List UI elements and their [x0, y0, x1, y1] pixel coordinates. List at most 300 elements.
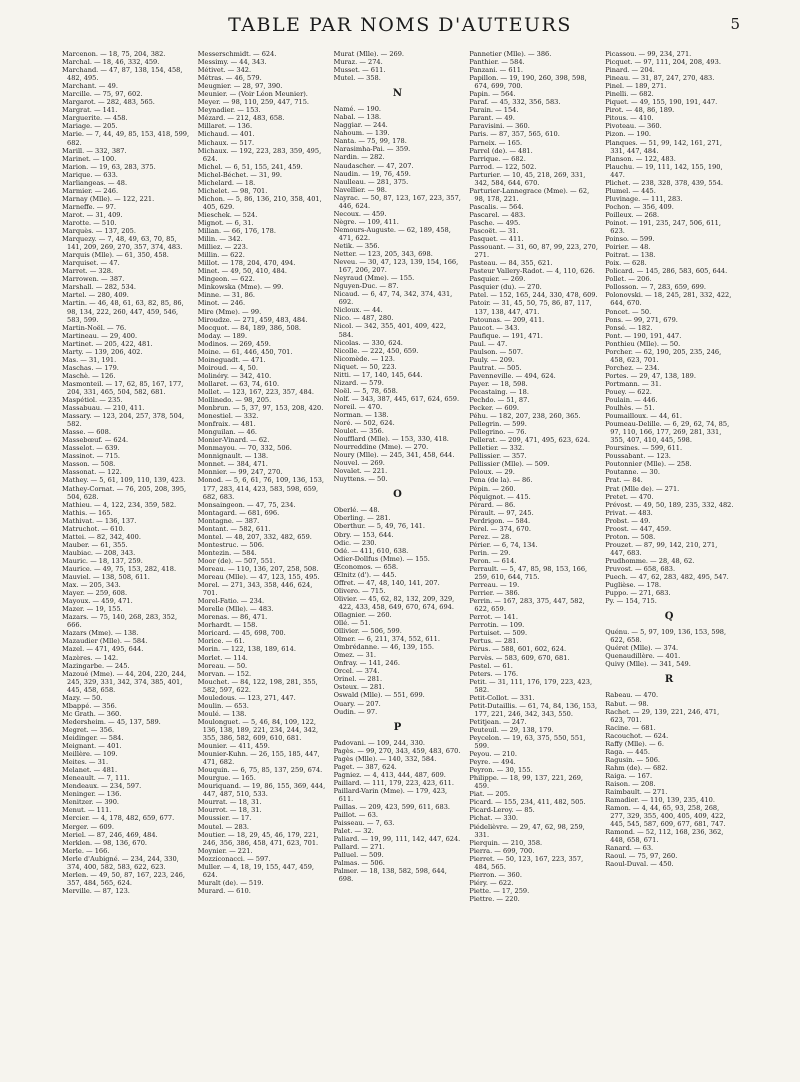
index-entry: Minne. — 31, 86. [197, 291, 256, 300]
running-header [60, 10, 740, 40]
index-entry: Michon. — 5, 86, 136, 210, 358, 401, 405, 629. [197, 194, 322, 211]
index-entry: Py. — 154, 715. [605, 597, 657, 606]
index-entry: Perrin. — 167, 283, 375, 447, 582, 622, 659. [469, 597, 585, 614]
index-entry: Parneix. — 165. [469, 138, 523, 147]
index-entry: Pouey. — 622. [605, 387, 652, 396]
index-entry: Messimy. — 44, 343. [197, 58, 267, 67]
index-entry: Poilleux. — 268. [605, 210, 660, 219]
index-entry: Morel-Fatio. — 234. [197, 597, 265, 606]
index-entry: Montant. — 582, 611. [197, 524, 271, 533]
index-entry: Marcille. — 75, 97, 602. [62, 90, 143, 99]
index-entry: Naggiar. — 244. [333, 121, 388, 130]
index-entry: Pérault. — 97, 245. [469, 508, 534, 517]
index-entry: Meidinger. — 584. [62, 733, 124, 742]
index-entry: Poutonnier (Mlle). — 258. [605, 460, 692, 469]
index-entry: Raimbault. — 271. [605, 788, 668, 797]
index-entry: Masson. — 508. [62, 460, 116, 469]
index-entry: Monsaingeon. — 47, 75, 234. [197, 500, 296, 509]
index-entry: Maurice. — 49, 75, 153, 282, 418. [62, 565, 177, 573]
index-entry: Poinso. — 599. [605, 235, 655, 244]
index-entry: Pretet. — 470. [605, 492, 654, 501]
index-entry: Pizon. — 190. [605, 130, 651, 139]
index-entry: Oudin. — 97. [333, 707, 378, 716]
index-entry: Michaux. — 517. [197, 138, 255, 147]
index-entry: Nardin. — 282. [333, 153, 385, 162]
index-entry: Peycelon. — 19, 63, 375, 550, 551, 599. [469, 733, 586, 751]
index-entry: Parrel (de). — 481. [469, 146, 533, 155]
index-entry: Maspétiol. — 235. [62, 396, 123, 405]
page-title: TABLE PAR NOMS D'AUTEURS [228, 14, 572, 36]
index-entry: Massebœuf. — 624. [62, 436, 129, 445]
index-entry: Racouchot. — 624. [605, 731, 669, 740]
index-entry: Pasquet. — 411. [469, 235, 524, 244]
index-entry: Mire (Mme). — 99. [197, 307, 262, 316]
index-entry: Prat (Mlle de). — 271. [605, 484, 680, 493]
index-entry: Marchant. — 49. [62, 82, 118, 91]
index-entry: Nizard. — 579. [333, 378, 384, 387]
index-entry: Ollagnier. — 260. [333, 611, 392, 619]
index-entry: Perreau. — 19. [469, 581, 520, 590]
index-entry: Muller. — 4, 18, 19, 155, 447, 459, 624. [197, 862, 315, 879]
index-entry: Prudhomme. — 28, 48, 62. [605, 556, 695, 565]
index-entry: Meites. — 31. [62, 758, 109, 767]
index-entry: Mollet. — 123, 167, 223, 357, 484. [197, 387, 314, 396]
index-entry: Neyraud (Mme). — 155. [333, 274, 415, 283]
index-entry: Moday. — 189. [197, 331, 248, 340]
index-entry: Ramond. — 52, 112, 168, 236, 362, 448, 658, 671. [605, 828, 724, 845]
index-entry: Masselot. — 639. [62, 444, 120, 453]
index-entry: Ranard. — 63. [605, 844, 654, 853]
index-entry: Peyron. — 30, 155. [469, 766, 533, 775]
index-entry: Olivero. — 715. [333, 586, 386, 595]
index-entry: Perez. — 28. [469, 532, 512, 541]
index-entry: Milian. — 66, 176, 178. [197, 227, 276, 236]
index-entry: Meillère. — 109. [62, 750, 118, 759]
index-entry: Nicolle. — 222, 450, 659. [333, 346, 419, 355]
index-entry: Maschas. — 179. [62, 363, 119, 372]
index-entry: Monfraix. — 481. [197, 420, 256, 429]
index-entry: Murard. — 610. [197, 886, 251, 895]
index-entry: Moreau. — 50. [197, 661, 248, 670]
index-entry: Nico. — 487, 280. [333, 314, 394, 323]
index-entry: Noury (Mlle). — 245, 341, 458, 644. [333, 451, 455, 460]
index-entry: Mouquin. — 6, 75, 85, 137, 259, 674. [197, 766, 323, 775]
index-entry: Mounier. — 411, 459. [197, 742, 270, 751]
index-entry: Marill. — 332, 387. [62, 146, 127, 155]
index-entry: Mazoué (Mme). — 44, 204, 220, 244, 245, 329, 331, 342, 374, 385, 401, 445, 458, 658. [62, 669, 187, 694]
index-entry: Padovani. — 109, 244, 330. [333, 738, 425, 747]
index-entry: Martel. — 280, 409. [62, 291, 129, 300]
index-entry: Palluel. — 509. [333, 851, 384, 860]
index-entry: Pasteau. — 84, 355, 621. [469, 259, 553, 268]
index-entry: Perin. — 29. [469, 548, 511, 557]
index-entry: Moussier. — 17. [197, 814, 252, 823]
index-entry: Palmer. — 18, 138, 582, 598, 644, 698. [333, 867, 447, 884]
index-entry: Obry. — 153, 644. [333, 530, 394, 539]
index-entry: Marchand. — 47, 87, 138, 154, 458, 482, 495. [62, 66, 183, 83]
index-entry: Nouvel. — 269. [333, 459, 385, 468]
index-entry: Mathey. — 5, 61, 109, 110, 139, 423. [62, 476, 186, 485]
index-entry: Nuyttens. — 50. [333, 475, 388, 484]
index-entry: Pochon. — 356, 409. [605, 202, 674, 211]
index-entry: Mazel. — 471, 495, 644. [62, 645, 144, 654]
index-entry: Poussabant. — 123. [605, 452, 671, 461]
index-entry: Mathis. — 165. [62, 508, 113, 517]
index-entry: Piettre. — 220. [469, 894, 520, 903]
index-entry: Margarot. — 282, 483, 565. [62, 98, 155, 107]
index-entry: Melanet. — 481. [62, 766, 118, 775]
index-entry: Panzani. — 611. [469, 66, 524, 75]
index-entry: Quéret (Mlle). — 374. [605, 644, 679, 653]
index-column [469, 50, 598, 1060]
index-entry: Mourgue. — 165. [197, 774, 256, 783]
index-entry: Pluvinage. — 111, 283. [605, 194, 683, 203]
index-entry: Mattei. — 82, 342, 400. [62, 532, 141, 541]
index-entry: Paris. — 87, 357, 565, 610. [469, 130, 560, 139]
index-entry: Naudin. — 19, 76, 459. [333, 169, 411, 178]
index-entry: Paulson. — 507. [469, 347, 523, 356]
index-entry: Rachet. — 29, 139, 221, 246, 471, 623, 701. [605, 707, 720, 724]
index-entry: Morenas. — 86, 471. [197, 613, 268, 622]
index-entry: Rabut. — 98. [605, 699, 649, 708]
index-column [605, 50, 734, 1060]
index-entry: Pavenneville. — 494, 624. [469, 371, 556, 380]
index-entry: Pellissier (Mlle). — 509. [469, 460, 550, 469]
index-entry: Marret. — 328. [62, 267, 114, 276]
index-entry: Montagne. — 387. [197, 516, 260, 525]
index-entry: Mieschek. — 524. [197, 210, 258, 219]
index-entry: Pierra. — 699, 700. [469, 846, 535, 855]
index-entry: Palet. — 32. [333, 827, 374, 836]
index-entry: Meugnier. — 28, 97, 390. [197, 82, 283, 91]
index-entry: Ombrédanne. — 46, 139, 155. [333, 643, 434, 652]
index-entry: Peuteuil. — 29, 138, 179. [469, 725, 554, 734]
index-entry: Nguyen-Duc. — 87. [333, 282, 399, 291]
index-entry: Péhu. — 182, 207, 238, 260, 365. [469, 412, 581, 421]
index-entry: Piquet. — 49, 155, 190, 191, 447. [605, 98, 718, 107]
index-entry: Marrowen. — 387. [62, 275, 125, 284]
index-entry: Novalet. — 221. [333, 467, 388, 476]
index-entry: Merle d'Aubigné. — 234, 244, 330, 374, 400, 582, 583, 622, 623. [62, 854, 179, 871]
index-entry: Merger. — 609. [62, 822, 114, 831]
index-entry: Millin. — 622. [197, 251, 245, 260]
index-entry: Picquet. — 97, 111, 204, 208, 493. [605, 58, 721, 67]
index-entry: Moreau. — 110, 136, 207, 258, 508. [197, 565, 319, 573]
index-entry: Pichat. — 330. [469, 814, 519, 823]
index-entry: Pérus. — 588, 601, 602, 624. [469, 645, 567, 654]
index-entry: Meyer. — 98, 110, 259, 447, 715. [197, 98, 309, 107]
index-entry: Palmas. — 506. [333, 859, 385, 868]
index-entry: Pertus. — 281. [469, 637, 519, 646]
index-entry: Mézard. — 212, 483, 658. [197, 114, 285, 123]
index-entry: Passouant. — 31, 60, 87, 99, 223, 270, 271. [469, 243, 598, 260]
index-entry: Odé. — 411, 610, 638. [333, 546, 409, 555]
index-entry: Moricard. — 45, 698, 700. [197, 629, 286, 638]
index-entry: Pautrat. — 505. [469, 363, 522, 372]
index-entry: Nicol. — 342, 355, 401, 409, 422, 584. [333, 322, 446, 339]
index-entry: Morvan. — 152. [197, 669, 252, 678]
index-entry: Moutel. — 283. [197, 822, 249, 831]
index-entry: Raga. — 445. [605, 747, 650, 756]
index-entry: Prouzet. — 87, 99, 142, 210, 271, 447, 683. [605, 540, 718, 557]
index-entry: Mauber. — 61, 355. [62, 540, 128, 549]
index-entry: Mazars (Mme). — 138. [62, 629, 139, 638]
index-entry: Perrotin. — 109. [469, 621, 525, 630]
index-entry: Marquezy. — 7, 48, 49, 63, 70, 85, 141, 209, 269, 270, 357, 374, 483. [62, 235, 183, 252]
index-entry: Pestel. — 61. [469, 661, 513, 670]
index-entry: Mutel. — 358. [333, 74, 381, 83]
index-entry: Orinel. — 281. [333, 675, 383, 684]
index-entry: Murat (Mlle). — 269. [333, 50, 405, 58]
index-entry: Pépin. — 260. [469, 484, 516, 493]
index-entry: Poumeau-Delille. — 6, 29, 62, 74, 85, 97, 110, 166, 177, 269, 281, 331, 355, 407, 410, 445, 598. [605, 420, 730, 445]
index-entry: Moutier. — 18, 29, 45, 46, 179, 221, 246, 356, 386, 458, 471, 623, 701. [197, 830, 319, 847]
index-entry: Moiroud. — 4, 50. [197, 363, 258, 372]
index-entry: Paillot. — 63. [333, 811, 378, 820]
index-entry: Mouriquand. — 19, 86, 155, 369, 444, 447, 487, 510, 533. [197, 782, 326, 799]
index-entry: Omez. — 31. [333, 651, 376, 660]
index-entry: Parant. — 49. [469, 114, 515, 123]
index-column [198, 50, 327, 1060]
index-entry: Puppo. — 271, 683. [605, 589, 671, 598]
index-entry: Pagès. — 99, 270, 343, 459, 483, 670. [333, 746, 461, 755]
index-entry: Parturier. — 10, 45, 218, 269, 331, 342, 584, 644, 670. [469, 170, 586, 187]
index-entry: Pascoët. — 31. [469, 227, 519, 236]
index-entry: Moineguadt. — 471. [197, 355, 266, 364]
index-entry: Perdrigon. — 584. [469, 516, 531, 525]
index-entry: Noufflard (Mlle). — 153, 330, 418. [333, 435, 449, 444]
index-entry: Paufique. — 191, 471. [469, 331, 543, 340]
index-entry: Peron. — 614. [469, 556, 517, 565]
index-entry: Montezin. — 584. [197, 548, 257, 557]
index-entry: Poumailloux. — 44, 61. [605, 412, 682, 421]
index-entry: Montagard. — 681, 696. [197, 508, 280, 517]
index-entry: Parrique. — 682. [469, 154, 526, 163]
index-entry: Margrat. — 141. [62, 106, 118, 115]
index-entry: Moynier. — 221. [197, 846, 253, 855]
index-entry: Pecker. — 609. [469, 404, 520, 413]
index-entry: Mathieu. — 4, 122, 234, 359, 582. [62, 500, 177, 509]
index-entry: Michaux. — 192, 223, 283, 359, 495, 624. [197, 146, 322, 163]
index-column [62, 50, 191, 1060]
index-entry: Paillas. — 209, 423, 599, 611, 683. [333, 802, 450, 811]
index-entry: Plichet. — 238, 328, 378, 439, 554. [605, 178, 724, 187]
index-entry: Mourrot. — 18, 31. [197, 806, 262, 815]
index-entry: Marcenon. — 18, 75, 204, 382. [62, 50, 166, 58]
index-entry: Prat. — 84. [605, 476, 643, 485]
index-entry: Raoul-Duval. — 450. [605, 860, 674, 869]
index-entry: Marmier. — 246. [62, 186, 119, 195]
index-entry: Moine. — 61, 446, 450, 701. [197, 347, 293, 356]
index-entry: Morice. — 61. [197, 637, 245, 646]
index-entry: Meunier. — (Voir Léon Meunier). [197, 90, 308, 99]
index-entry: Quenaudillère. — 401. [605, 652, 681, 661]
index-entry: Pertuiset. — 509. [469, 629, 528, 638]
index-entry: Poursines. — 599, 611. [605, 444, 683, 453]
index-entry: Mathey-Cornat. — 76, 205, 208, 395, 504, 628. [62, 484, 187, 501]
index-entry: Mounier-Kuhn. — 26, 155, 185, 447, 471, 682. [197, 750, 320, 767]
index-entry: Perrot. — 141. [469, 613, 518, 622]
index-entry: Paisseau. — 7, 63. [333, 819, 395, 828]
index-entry: Merklen. — 98, 136, 670. [62, 838, 147, 847]
index-entry: Odic. — 230. [333, 538, 377, 547]
index-entry: Meneault. — 7, 111. [62, 774, 130, 783]
index-entry: Pagniez. — 4, 413, 444, 487, 609. [333, 770, 446, 779]
index-entry: Poulhès. — 51. [605, 404, 655, 413]
index-entry: Policard. — 145, 286, 583, 605, 644. [605, 267, 728, 276]
index-entry: Puglièse. — 178. [605, 581, 662, 590]
index-entry: Merville. — 87, 123. [62, 886, 130, 895]
index-entry: Ollé. — 51. [333, 619, 371, 628]
index-entry: Œlnitz (d'). — 445. [333, 570, 397, 579]
index-entry: Meriel. — 87, 246, 469, 484. [62, 830, 158, 839]
index-entry: Pons. — 99, 271, 679. [605, 315, 678, 324]
index-entry: Michaud. — 401. [197, 130, 255, 139]
index-entry: Plumel. — 445. [605, 186, 656, 195]
index-entry: Michel. — 6, 51, 155, 241, 459. [197, 162, 303, 171]
index-entry: Monbrun. — 5, 37, 97, 153, 208, 420. [197, 404, 324, 413]
index-entry: Marquiset. — 47. [62, 259, 120, 268]
index-entry: Mauviel. — 138, 508, 611. [62, 573, 150, 582]
index-entry: Poix. — 628. [605, 259, 647, 268]
index-entry: Marie. — 7, 44, 49, 85, 153, 418, 599, 682. [62, 130, 190, 147]
index-entry: Paraf. — 45, 332, 356, 583. [469, 98, 561, 107]
index-entry: Métivet. — 342. [197, 66, 252, 75]
index-entry: Oberthur. — 5, 49, 76, 141. [333, 522, 425, 531]
index-entry: Planques. — 51, 99, 142, 161, 271, 331, 447, 484. [605, 138, 722, 155]
section-letter-heading: R [664, 674, 675, 686]
index-entry: Namé. — 190. [333, 105, 382, 114]
index-entry: Paliard. — 19, 99, 111, 142, 447, 624. [333, 835, 461, 844]
index-entry: Mazères. — 142. [62, 653, 119, 662]
index-entry: Milin. — 342. [197, 235, 243, 244]
index-entry: Marty. — 139, 206, 402. [62, 347, 143, 356]
index-entry: Modinos. — 269, 459. [197, 339, 271, 348]
index-entry: Petit-Dutaillis. — 61, 74, 84, 136, 153, 177, 221, 246, 342, 343, 550. [469, 701, 598, 718]
index-entry: Monier-Vinard. — 62. [197, 436, 270, 445]
index-entry: Poutanne. — 30. [605, 468, 660, 477]
index-entry: Mas. — 31, 191. [62, 355, 117, 364]
index-entry: Mathivat. — 136, 137. [62, 516, 137, 525]
index-entry: Marquis (Mlle). — 61, 350, 458. [62, 251, 169, 260]
index-entry: Osteux. — 281. [333, 683, 385, 692]
index-entry: Maschè. — 126. [62, 371, 116, 380]
index-entry: Pollosson. — 7, 283, 659, 699. [605, 283, 707, 292]
index-entry: Mollinedo. — 98, 205. [197, 396, 272, 405]
index-entry: Racine. — 681. [605, 723, 656, 732]
index-entry: Mercier. — 4, 178, 482, 659, 677. [62, 814, 175, 823]
index-entry: Piette. — 17, 259. [469, 886, 530, 895]
index-entry: Marot. — 31, 409. [62, 210, 123, 219]
section-letter-heading: Q [664, 611, 675, 623]
index-entry: Morhardt. — 158. [197, 621, 258, 630]
index-entry: Menitzer. — 390. [62, 798, 120, 807]
index-entry: Meynadier. — 153. [197, 106, 261, 115]
index-entry: Nicomède. — 123. [333, 354, 395, 363]
index-entry: Picard-Leroy. — 85. [469, 806, 535, 815]
index-entry: Planson. — 122, 483. [605, 154, 676, 163]
index-entry: Merlen. — 49, 50, 87, 167, 223, 246, 357, 484, 565, 624. [62, 870, 185, 887]
index-entry: Martinet. — 205, 422, 481. [62, 339, 153, 348]
index-entry: Mignot. — 6, 31. [197, 218, 254, 227]
index-entry: Pirot. — 48, 86, 189. [605, 106, 675, 115]
index-entry: Moreau (Mlle). — 47, 123, 155, 495. [197, 573, 320, 582]
index-entry: Pruvost. — 658, 683. [605, 565, 676, 573]
index-entry: Mayoux. — 459, 471. [62, 597, 133, 606]
index-entry: Petitjean. — 247. [469, 717, 527, 726]
index-entry: Pascalis. — 564. [469, 202, 524, 211]
index-entry: Ramadier. — 110, 139, 235, 410. [605, 796, 715, 805]
section-letter-heading: N [392, 88, 404, 100]
index-entry: Monnet. — 384, 471. [197, 460, 268, 469]
index-entry: Nolf. — 343, 387, 445, 617, 624, 659. [333, 394, 460, 403]
index-entry: Pérard. — 86. [469, 500, 516, 509]
index-entry: Nayrac. — 50, 87, 123, 167, 223, 357, 446, 624. [333, 193, 461, 210]
index-entry: Naudascher. — 47, 207. [333, 161, 414, 170]
index-entry: Marnay (Mlle). — 122, 221. [62, 194, 155, 203]
index-entry: Massinot. — 715. [62, 452, 120, 461]
index-entry: Michelet. — 98, 701. [197, 186, 268, 195]
index-entry: Muralt (de). — 519. [197, 878, 264, 887]
index-entry: Moulin. — 653. [197, 701, 249, 710]
index-entry: Max. — 205, 343. [62, 581, 121, 590]
index-entry: Picassou. — 99, 234, 271. [605, 50, 692, 58]
index-entry: Mc Grath. — 360. [62, 709, 122, 718]
index-entry: Nahoum. — 139. [333, 129, 390, 138]
index-entry: Mollaret. — 63, 74, 610. [197, 379, 280, 388]
index-column [334, 50, 463, 1060]
index-entry: Monnignault. — 138. [197, 452, 269, 461]
index-entry: Panthier. — 584. [469, 58, 525, 67]
index-entry: Pierret. — 50, 123, 167, 223, 357, 484, 565. [469, 854, 584, 871]
index-entry: Pellegrino. — 76. [469, 428, 527, 437]
index-entry: Montestruc. — 506. [197, 540, 265, 549]
index-entry: Raiga. — 167. [605, 771, 653, 780]
index-entry: Monnier. — 99, 247, 270. [197, 468, 283, 477]
index-entry: Monguilan. — 46. [197, 428, 257, 437]
index-entry: Noreil. — 470. [333, 402, 383, 411]
index-entry: Marquès. — 137, 205. [62, 227, 136, 236]
index-entry: Netter. — 123, 205, 343, 698. [333, 250, 433, 259]
index-entry: Peters. — 176. [469, 669, 519, 678]
index-entry: Parain. — 154. [469, 106, 519, 115]
index-entry: Minkowska (Mme). — 99. [197, 283, 284, 292]
index-entry: Moor (de). — 507, 551. [197, 556, 276, 565]
index-entry: Pellegrin. — 599. [469, 420, 527, 429]
index-entry: Ramon. — 4, 44, 65, 93, 258, 268, 277, 329, 355, 400, 405, 409, 422, 445, 545, 587, 609, 677, 681, 747. [605, 804, 726, 829]
index-entry: Navellier. — 98. [333, 185, 387, 194]
index-entry: Patounas. — 209, 411. [469, 315, 545, 324]
index-entry: Pasche. — 495. [469, 218, 521, 227]
index-entry: Monestiel. — 332. [197, 412, 259, 421]
index-entry: Pascarel. — 483. [469, 210, 526, 219]
index-entry: Pollet. — 206. [605, 275, 652, 284]
index-entry: Orcel. — 374. [333, 667, 380, 676]
index-entry: Ponthieu (Mlle). — 50. [605, 339, 681, 348]
index-entry: Rabeau. — 470. [605, 691, 659, 700]
index-entry: Marotte. — 510. [62, 218, 117, 227]
index-entry: Mariage. — 205. [62, 122, 118, 131]
index-entry: Massonat. — 122. [62, 468, 122, 477]
index-entry: Pierquin. — 210, 358. [469, 838, 543, 847]
index-entry: Morlet. — 114. [197, 653, 248, 662]
index-entry: Pasteur Vallery-Radot. — 4, 110, 626. [469, 267, 595, 276]
index-entry: Niquet. — 50, 223. [333, 362, 397, 371]
index-entry: Pont. — 190, 191, 447. [605, 331, 682, 340]
index-entry: Naulleau. — 281, 375. [333, 177, 409, 186]
index-entry: Proton. — 508. [605, 532, 656, 541]
index-entry: Poirier. — 48. [605, 243, 651, 252]
